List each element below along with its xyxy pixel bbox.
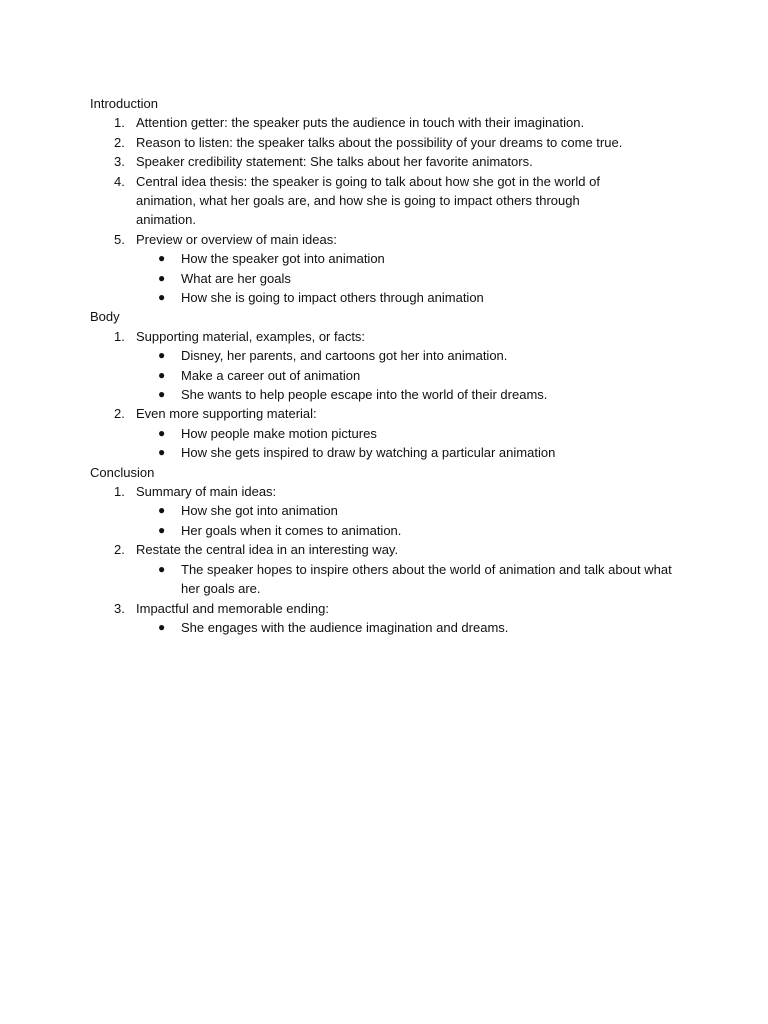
bullet-list [90,501,690,540]
item-text: Reason to listen: the speaker talks about the possibility of your dreams to come true. [136,134,623,150]
list-item [90,599,690,638]
item-text: Even more supporting material: [136,406,317,422]
bullet-item [90,521,690,540]
bullet-icon: ● [158,387,166,402]
item-text: Attention getter: the speaker puts the audience in touch with their imagination. [136,115,585,131]
section-conclusion [90,463,690,638]
bullet-list [90,424,690,463]
list-item [90,172,690,230]
bullet-item [90,269,690,288]
bullet-text: What are her goals [181,270,291,286]
bullet-text: How she got into animation [181,503,338,519]
bullet-list [90,560,690,599]
bullet-icon: ● [158,367,166,382]
list-item [90,482,690,540]
section-heading: Introduction [90,96,158,111]
numbered-list [90,327,690,463]
bullet-text: How the speaker got into animation [181,251,385,267]
item-number: 1. [114,484,125,500]
bullet-icon: ● [158,270,166,285]
list-item [90,133,690,152]
bullet-list [90,346,690,404]
bullet-text: How she gets inspired to draw by watching a particular animation [181,445,556,461]
bullet-item [90,288,690,307]
numbered-list [90,113,690,307]
section-body [90,307,690,462]
bullet-item [90,618,690,637]
item-number: 2. [114,134,125,150]
item-text: Restate the central idea in an interesting way. [136,542,399,558]
list-item [90,113,690,132]
item-number: 3. [114,154,125,170]
bullet-item [90,560,690,599]
item-text: Impactful and memorable ending: [136,600,329,616]
bullet-item [90,346,690,365]
bullet-item [90,501,690,520]
bullet-text: How she is going to impact others through animation [181,290,484,306]
bullet-icon: ● [158,348,166,363]
bullet-text: She engages with the audience imagination and dreams. [181,619,509,635]
list-item [90,152,690,171]
bullet-item [90,366,690,385]
section-introduction [90,94,690,307]
bullet-icon: ● [158,445,166,460]
bullet-icon: ● [158,561,166,576]
bullet-item [90,443,690,462]
item-number: 5. [114,231,125,247]
bullet-text: Make a career out of animation [181,367,361,383]
bullet-icon: ● [158,522,166,537]
section-heading: Body [90,309,120,325]
bullet-icon: ● [158,619,166,634]
bullet-text: Disney, her parents, and cartoons got her into animation. [181,348,508,364]
bullet-text: She wants to help people escape into the world of their dreams. [181,387,548,403]
item-number: 2. [114,542,125,558]
item-text: Summary of main ideas: [136,484,277,500]
bullet-item [90,424,690,443]
numbered-list [90,482,690,637]
bullet-icon: ● [158,425,166,440]
list-item [90,404,690,462]
item-number: 3. [114,600,125,616]
item-number: 1. [114,328,125,344]
item-text: Preview or overview of main ideas: [136,231,337,247]
bullet-text: The speaker hopes to inspire others about the world of animation and talk about what her goals are. [181,561,672,597]
bullet-item [90,249,690,268]
list-item [90,540,690,598]
document-page [90,94,690,637]
bullet-icon: ● [158,290,166,305]
item-number: 1. [114,115,125,131]
list-item [90,230,690,308]
item-number: 4. [114,173,125,189]
bullet-text: How people make motion pictures [181,425,377,441]
item-text: Speaker credibility statement: She talks about her favorite animators. [136,154,533,170]
item-number: 2. [114,406,125,422]
bullet-list [90,249,690,307]
bullet-icon: ● [158,251,166,266]
item-text: Central idea thesis: the speaker is going to talk about how she got in the world of animation, what her goals are, and how she is going to impact others through animation. [136,173,600,228]
section-heading: Conclusion [90,464,155,480]
bullet-text: Her goals when it comes to animation. [181,522,402,538]
bullet-icon: ● [158,503,166,518]
bullet-list [90,618,690,637]
item-text: Supporting material, examples, or facts: [136,328,366,344]
bullet-item [90,385,690,404]
list-item [90,327,690,405]
